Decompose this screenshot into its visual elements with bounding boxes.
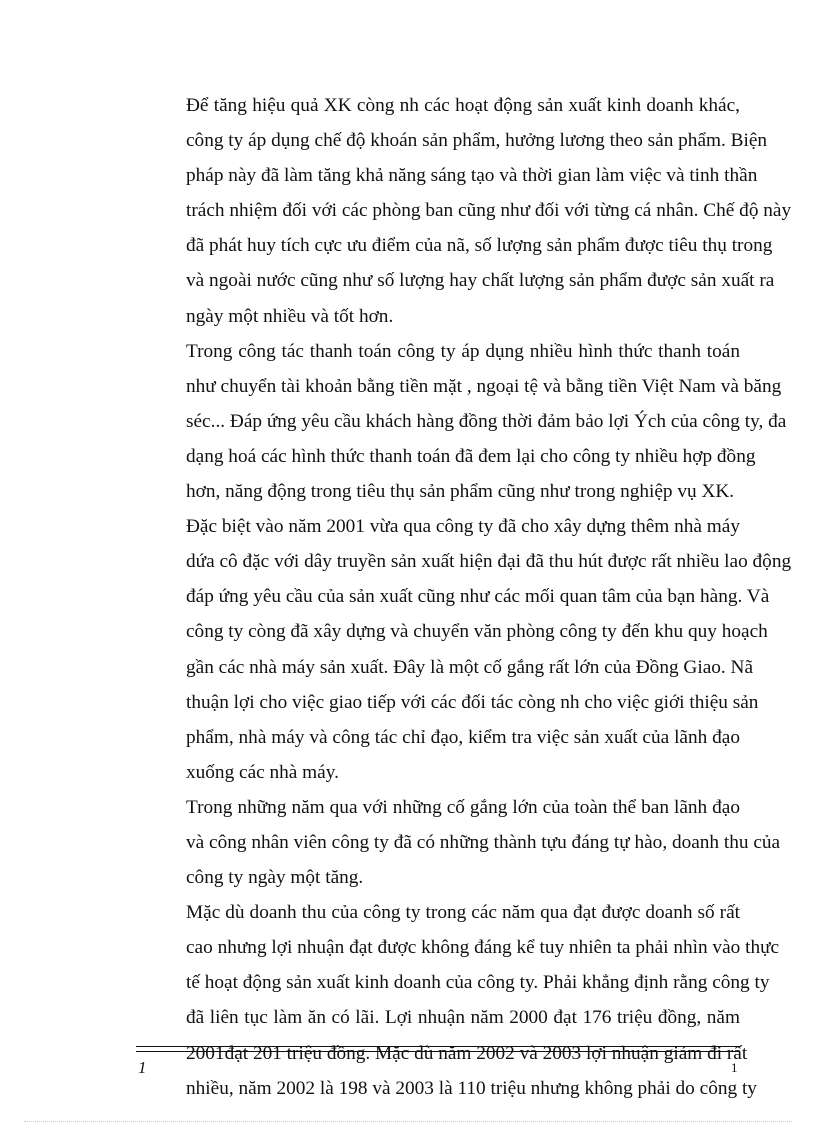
paragraph-4 [136, 790, 781, 895]
text-line: xuống các nhà máy. [186, 761, 339, 783]
text-line: cao nhưng lợi nhuận đạt được không đáng kể tuy nhiên ta phải nhìn vào thực [186, 937, 780, 959]
text-line: đáp ứng yêu cầu của sản xuất cũng như các mối quan tâm của bạn hàng. Và [186, 586, 770, 608]
text-line: nhiều, năm 2002 là 198 và 2003 là 110 triệu nhưng không phải do công ty [186, 1077, 757, 1099]
text-line: ngày một nhiều và tốt hơn. [186, 305, 394, 327]
text-line: gần các nhà máy sản xuất. Đây là một cố gắng rất lớn của Đồng Giao. Nã [186, 656, 754, 678]
text-line: như chuyển tài khoản bằng tiền mặt , ngoại tệ và bằng tiền Việt Nam và băng [186, 375, 782, 397]
page-number: 1 [731, 1060, 738, 1075]
text-line: đã liên tục làm ăn có lãi. Lợi nhuận năm 2000 đạt 176 triệu đồng, năm [186, 1007, 740, 1029]
text-line: công ty ngày một tăng. [186, 867, 364, 889]
page-edge-divider [24, 1121, 792, 1122]
text-line: hơn, năng động trong tiêu thụ sản phẩm cũng như trong nghiệp vụ XK. [186, 481, 735, 503]
text-line: tế hoạt động sản xuất kinh doanh của công ty. Phải khẳng định rằng công ty [186, 972, 770, 994]
text-line: và ngoài nước cũng như số lượng hay chất lượng sản phẩm được sản xuất ra [186, 270, 775, 292]
text-line: Để tăng hiệu quả XK còng nh các hoạt động sản xuất kinh doanh khác, [186, 95, 740, 116]
text-line: 2001đạt 201 triệu đồng. Mặc dù năm 2002 và 2003 lợi nhuận giảm đi rất [186, 1042, 748, 1064]
body-text [136, 88, 792, 1106]
paragraph-5 [136, 895, 780, 1106]
text-line: công ty còng đã xây dựng và chuyển văn phòng công ty đến khu quy hoạch [186, 621, 768, 643]
paragraph-2 [136, 334, 787, 509]
text-line: thuận lợi cho việc giao tiếp với các đối tác còng nh cho việc giới thiệu sản [186, 691, 759, 713]
text-line: Mặc dù doanh thu của công ty trong các năm qua đạt được doanh số rất [186, 902, 740, 924]
text-line: dứa cô đặc với dây truyền sản xuất hiện đại đã thu hút được rất nhiều lao động [186, 551, 792, 573]
text-line: dạng hoá các hình thức thanh toán đã đem lại cho công ty nhiều hợp đồng [186, 445, 756, 467]
text-line: phẩm, nhà máy và công tác chỉ đạo, kiểm tra việc sản xuất của lãnh đạo [186, 726, 740, 748]
text-line: và công nhân viên công ty đã có những thành tựu đáng tự hào, doanh thu của [186, 831, 781, 853]
footer-left-mark: 1 [138, 1058, 147, 1077]
text-line: trách nhiệm đối với các phòng ban cũng như đối với từng cá nhân. Chế độ này [186, 200, 792, 222]
text-line: Đặc biệt vào năm 2001 vừa qua công ty đã cho xây dựng thêm nhà máy [186, 516, 740, 538]
paragraph-1 [136, 88, 792, 334]
text-line: đã phát huy tích cực ưu điểm của nã, số lượng sản phẩm được tiêu thụ trong [186, 235, 773, 257]
text-line: séc... Đáp ứng yêu cầu khách hàng đồng thời đảm bảo lợi Ých của công ty, đa [186, 410, 787, 432]
text-line: Trong những năm qua với những cố gắng lớn của toàn thể ban lãnh đạo [186, 796, 740, 818]
text-line: công ty áp dụng chế độ khoán sản phẩm, hưởng lương theo sản phẩm. Biện [186, 130, 768, 152]
paragraph-3 [136, 509, 792, 790]
text-line: pháp này đã làm tăng khả năng sáng tạo và thời gian làm việc và tinh thần [186, 165, 758, 187]
footer-divider [136, 1046, 740, 1052]
text-line: Trong công tác thanh toán công ty áp dụng nhiều hình thức thanh toán [186, 340, 740, 362]
